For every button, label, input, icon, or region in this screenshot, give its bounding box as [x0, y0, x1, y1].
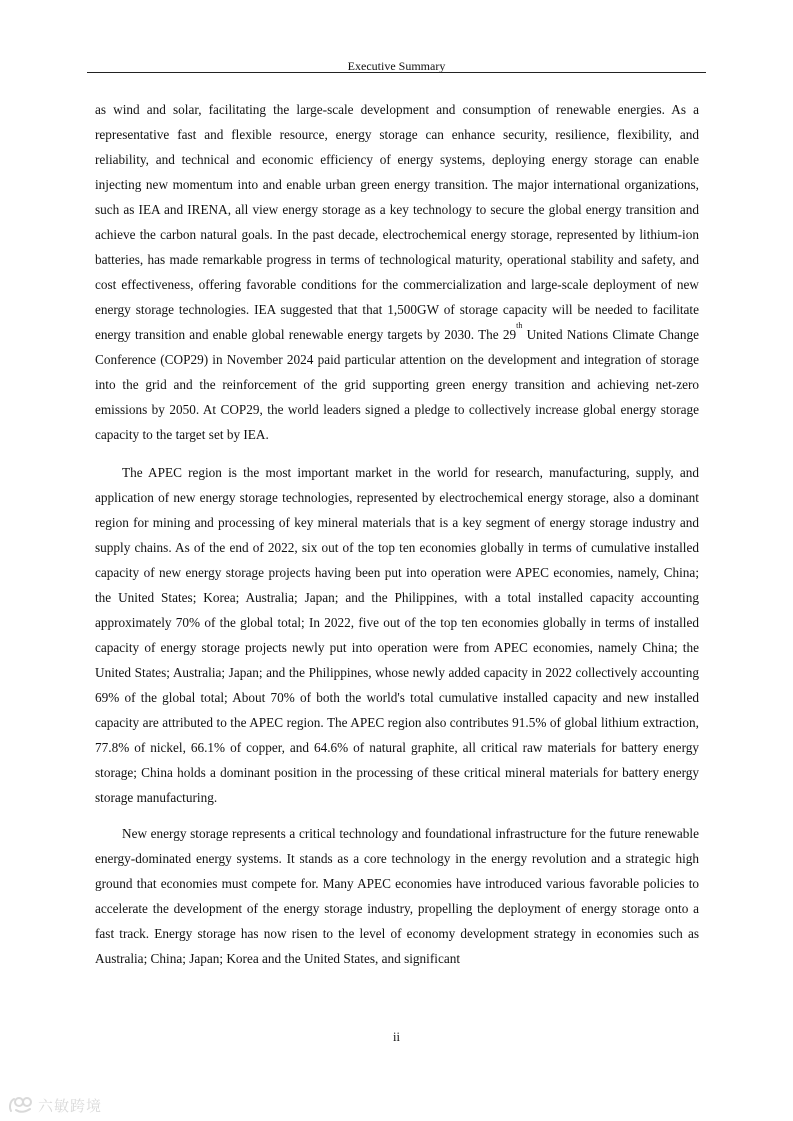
watermark-logo-icon	[8, 1095, 34, 1115]
watermark	[8, 1092, 102, 1118]
paragraph-1-text-cont: United Nations Climate Change Conference (COP29) in November 2024 paid particular attention on the development and integration of storage into the grid and the reinforcement of the grid supporting green energy transition and achieving net-zero emissions by 2050. At COP29, the world leaders signed a pledge to collectively increase global energy storage capacity to the target set by IEA.	[95, 327, 699, 442]
paragraph-3: New energy storage represents a critical technology and foundational infrastructure for the future renewable energy-dominated energy systems. It stands as a core technology in the energy revolution and a strategic high ground that economies must compete for. Many APEC economies have introduced various favorable policies to accelerate the development of the energy storage industry, propelling the deployment of energy storage onto a fast track. Energy storage has now risen to the level of economy development strategy in economies such as Australia; China; Japan; Korea and the United States, and significant	[95, 826, 699, 966]
page-number: ii	[393, 1030, 400, 1044]
header-rule	[87, 72, 706, 73]
watermark-text: 六敏跨境	[38, 1096, 103, 1115]
superscript-ordinal: th	[516, 321, 523, 330]
paragraph-2: The APEC region is the most important market in the world for research, manufacturing, supply, and application of new energy storage technologies, represented by electrochemical energy storage, also a dominant region for mining and processing of key mineral materials that is a key segment of energy storage industry and supply chains. As of the end of 2022, six out of the top ten economies globally in terms of cumulative installed capacity of new energy storage projects having been put into operation were APEC economies, namely, China; the United States; Korea; Australia; Japan; and the Philippines, with a total installed capacity accounting approximately 70% of the global total; In 2022, five out of the top ten economies globally in terms of installed capacity of energy storage projects newly put into operation were from APEC economies, namely China; the United States; Australia; Japan; and the Philippines, whose newly added capacity in 2022 collectively accounting 69% of the global total; About 70% of both the world's total cumulative installed capacity and new installed capacity are attributed to the APEC region. The APEC region also contributes 91.5% of global lithium extraction, 77.8% of nickel, 66.1% of copper, and 64.6% of natural graphite, all critical raw materials for battery energy storage; China holds a dominant position in the processing of these critical mineral materials for battery energy storage manufacturing.	[95, 465, 699, 805]
paragraph-1-text: as wind and solar, facilitating the large-scale development and consumption of renewable energies. As a representative fast and flexible resource, energy storage can enhance security, resilience, flexibility, and reliability, and technical and economic efficiency of energy systems, deploying energy storage can enable injecting new momentum into and enable urban green energy transition. The major international organizations, such as IEA and IRENA, all view energy storage as a key technology to secure the global energy transition and achieve the carbon natural goals. In the past decade, electrochemical energy storage, represented by lithium-ion batteries, has made remarkable progress in terms of technological maturity, operational stability and safety, and cost effectiveness, offering favorable conditions for the commercialization and large-scale deployment of new energy storage technologies. IEA suggested that that 1,500GW of storage capacity will be needed to facilitate energy transition and enable global renewable energy targets by 2030. The 29	[95, 102, 699, 342]
running-header: Executive Summary	[347, 59, 446, 73]
paragraph-1	[95, 97, 699, 447]
page-body	[95, 97, 699, 971]
